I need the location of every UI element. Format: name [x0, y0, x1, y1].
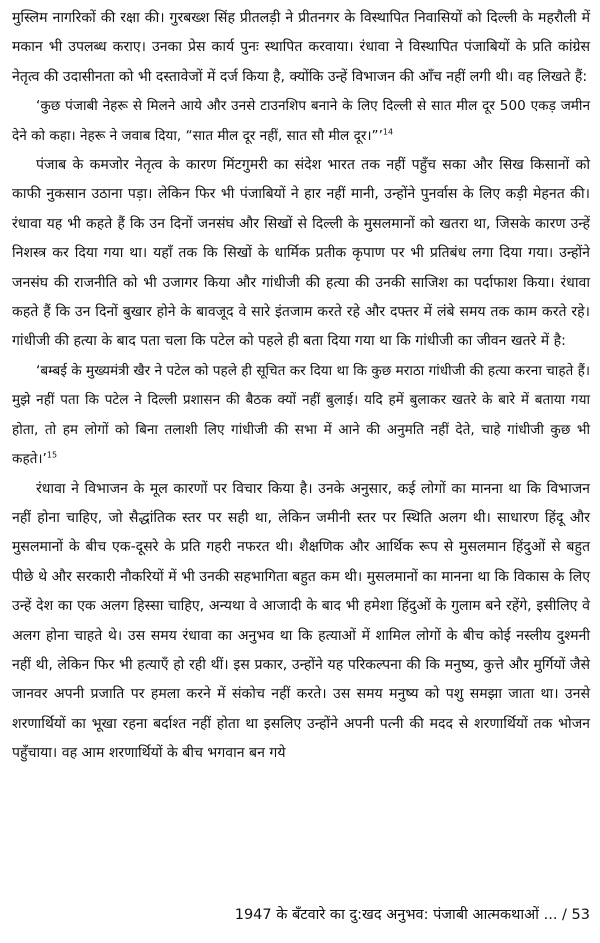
page-number: 53: [571, 907, 590, 923]
running-title: 1947 के बँटवारे का दु:खद अनुभव: पंजाबी आत्मकथाओं ...: [234, 907, 558, 923]
quotation-1-text: ‘कुछ पंजाबी नेहरू से मिलने आये और उनसे टाउनशिप बनाने के लिए दिल्ली से सात मील दूर 500 एकड़ जमीन देने को कहा। नेहरू ने जवाब दिया, “सात मील दूर नहीं, सात सौ मील दूर।”’: [12, 98, 590, 144]
page-body: [12, 4, 590, 769]
paragraph-2: पंजाब के कमजोर नेतृत्व के कारण मिंटगुमरी का संदेश भारत तक नहीं पहुँच सका और सिख किसानों को काफी नुकसान उठाना पड़ा। लेकिन फिर भी पंजाबियों ने हार नहीं मानी, उन्होंने पुनर्वास के लिए कड़ी मेहनत की। रंधावा यह भी कहते हैं कि उन दिनों जनसंघ और सिखों से दिल्ली के मुसलमानों को खतरा था, जिसके कारण उन्हें निशस्त्र कर दिया गया था। यहाँ तक कि सिखों के धार्मिक प्रतीक कृपाण पर भी प्रतिबंध लगा दिया गया। उन्होंने जनसंघ की राजनीति को भी उजागर किया और गांधीजी की हत्या की उनकी साजिश का पर्दाफाश किया। रंधावा कहते हैं कि उन दिनों बुखार होने के बावजूद वे सारे इंतजाम करते रहे और दफ्तर में लंबे समय तक काम करते रहे। गांधीजी की हत्या के बाद पता चला कि पटेल को पहले ही बता दिया गया था कि गांधीजी का जीवन खतरे में है:: [12, 157, 590, 350]
page-footer: [12, 904, 590, 924]
footnote-ref-14: 14: [382, 127, 394, 137]
quotation-2: [12, 357, 590, 475]
paragraph-1: मुस्लिम नागरिकों की रक्षा की। गुरबख्श सिंह प्रीतलड़ी ने प्रीतनगर के विस्थापित निवासियों को दिल्ली के महरौली में मकान भी उपलब्ध कराए। उनका प्रेस कार्य पुनः स्थापित करवाया। रंधावा ने विस्थापित पंजाबियों के प्रति कांग्रेस नेतृत्व की उदासीनता को भी दस्तावेजों में दर्ज किया है, क्योंकि उन्हें विभाजन की आँच नहीं लगी थी। वह लिखते हैं:: [12, 10, 590, 85]
quotation-1: [12, 92, 590, 151]
quotation-2-text: ‘बम्बई के मुख्यमंत्री खैर ने पटेल को पहले ही सूचित कर दिया था कि कुछ मराठा गांधीजी की हत्या करना चाहते हैं। मुझे नहीं पता कि पटेल ने दिल्ली प्रशासन की बैठक क्यों नहीं बुलाई। यदि हमें बुलाकर खतरे के बारे में बताया गया होता, तो हम लोगों को बिना तलाशी लिए गांधीजी की सभा में आने की अनुमति नहीं देते, चाहे गांधीजी कुछ भी कहते।’: [12, 362, 590, 468]
paragraph-3: रंधावा ने विभाजन के मूल कारणों पर विचार किया है। उनके अनुसार, कई लोगों का मानना था कि विभाजन नहीं होना चाहिए, जो सैद्धांतिक स्तर पर सही था, लेकिन जमीनी स्तर पर स्थिति अलग थी। साधारण हिंदू और मुसलमानों के बीच एक-दूसरे के प्रति गहरी नफरत थी। शैक्षणिक और आर्थिक रूप से मुसलमान हिंदुओं से बहुत पीछे थे और सरकारी नौकरियों में भी उनकी सहभागिता बहुत कम थी। मुसलमानों का मानना था कि विकास के लिए उन्हें देश का एक अलग हिस्सा चाहिए, अन्यथा वे आजादी के बाद भी हमेशा हिंदुओं के गुलाम बने रहेंगे, इसीलिए वे अलग होना चाहते थे। उस समय रंधावा का अनुभव था कि हत्याओं में शामिल लोगों के बीच कोई नस्लीय दुश्मनी नहीं थी, लेकिन फिर भी हत्याएँ हो रही थीं। इस प्रकार, उन्होंने यह परिकल्पना की कि मनुष्य, कुत्ते और मुर्गियों जैसे जानवर अपनी प्रजाति पर हमला करने में संकोच नहीं करते। उस समय मनुष्य को पशु समझा जाता था। उनसे शरणार्थियों का भूखा रहना बर्दाश्त नहीं होता था इसलिए उन्होंने अपनी पत्नी की मदद से शरणार्थियों तक भोजन पहुँचाया। वह आम शरणार्थियों के बीच भगवान बन गये: [12, 480, 590, 762]
footer-separator: /: [562, 907, 567, 923]
footnote-ref-15: 15: [46, 450, 58, 460]
